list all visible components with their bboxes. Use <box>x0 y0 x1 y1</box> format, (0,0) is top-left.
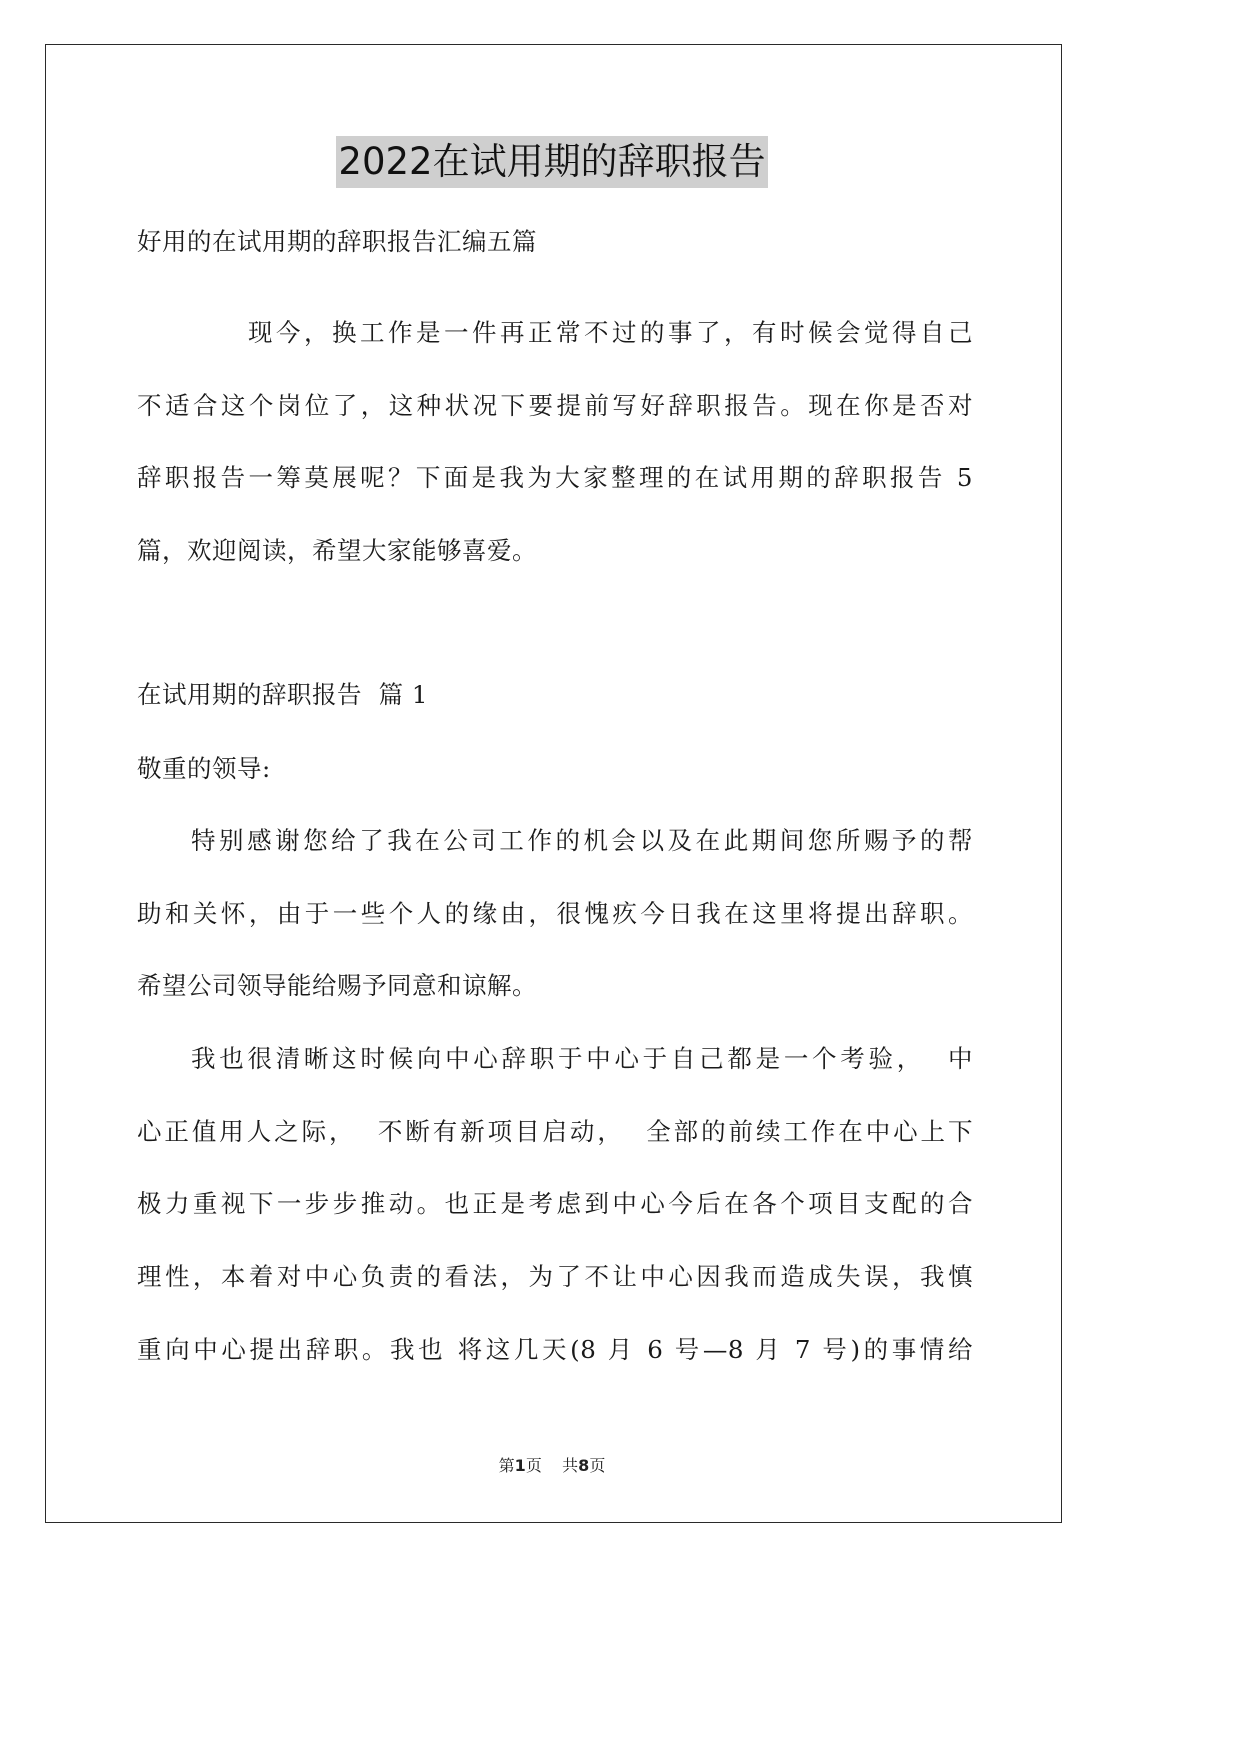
paragraph-line: 我也很清晰这时候向中心辞职于中心于自己都是一个考验， 中 <box>191 1044 973 1073</box>
paragraph-line: 特别感谢您给了我在公司工作的机会以及在此期间您所赐予的帮 <box>191 826 973 855</box>
intro-line: 篇，欢迎阅读，希望大家能够喜爱。 <box>137 536 537 565</box>
document-title: 2022在试用期的辞职报告 <box>336 136 767 188</box>
intro-line: 辞职报告一筹莫展呢？下面是我为大家整理的在试用期的辞职报告 5 <box>137 463 973 492</box>
paragraph-line: 理性，本着对中心负责的看法，为了不让中心因我而造成失误，我慎 <box>137 1262 973 1291</box>
intro-line: 不适合这个岗位了，这种状况下要提前写好辞职报告。现在你是否对 <box>137 391 973 420</box>
footer-total-pages: 8 <box>578 1456 590 1475</box>
paragraph-line: 重向中心提出辞职。我也 将这几天(8 月 6 号—8 月 7 号)的事情给 <box>137 1335 973 1364</box>
subtitle: 好用的在试用期的辞职报告汇编五篇 <box>137 227 537 256</box>
salutation: 敬重的领导: <box>137 754 271 783</box>
title-container <box>0 136 1104 188</box>
footer-page-number: 1 <box>514 1456 526 1475</box>
page-footer <box>0 1453 1104 1476</box>
paragraph-line: 希望公司领导能给赐予同意和谅解。 <box>137 971 537 1000</box>
footer-suffix: 页 <box>589 1456 606 1475</box>
paragraph-line: 心正值用人之际， 不断有新项目启动， 全部的前续工作在中心上下 <box>137 1117 973 1146</box>
footer-mid: 页 共 <box>525 1456 579 1475</box>
footer-prefix: 第 <box>498 1456 515 1475</box>
section-heading: 在试用期的辞职报告 篇 1 <box>137 680 428 709</box>
paragraph-line: 助和关怀，由于一些个人的缘由，很愧疚今日我在这里将提出辞职。 <box>137 899 973 928</box>
intro-line: 现今，换工作是一件再正常不过的事了，有时候会觉得自己 <box>248 318 973 347</box>
paragraph-line: 极力重视下一步步推动。也正是考虑到中心今后在各个项目支配的合 <box>137 1189 973 1218</box>
